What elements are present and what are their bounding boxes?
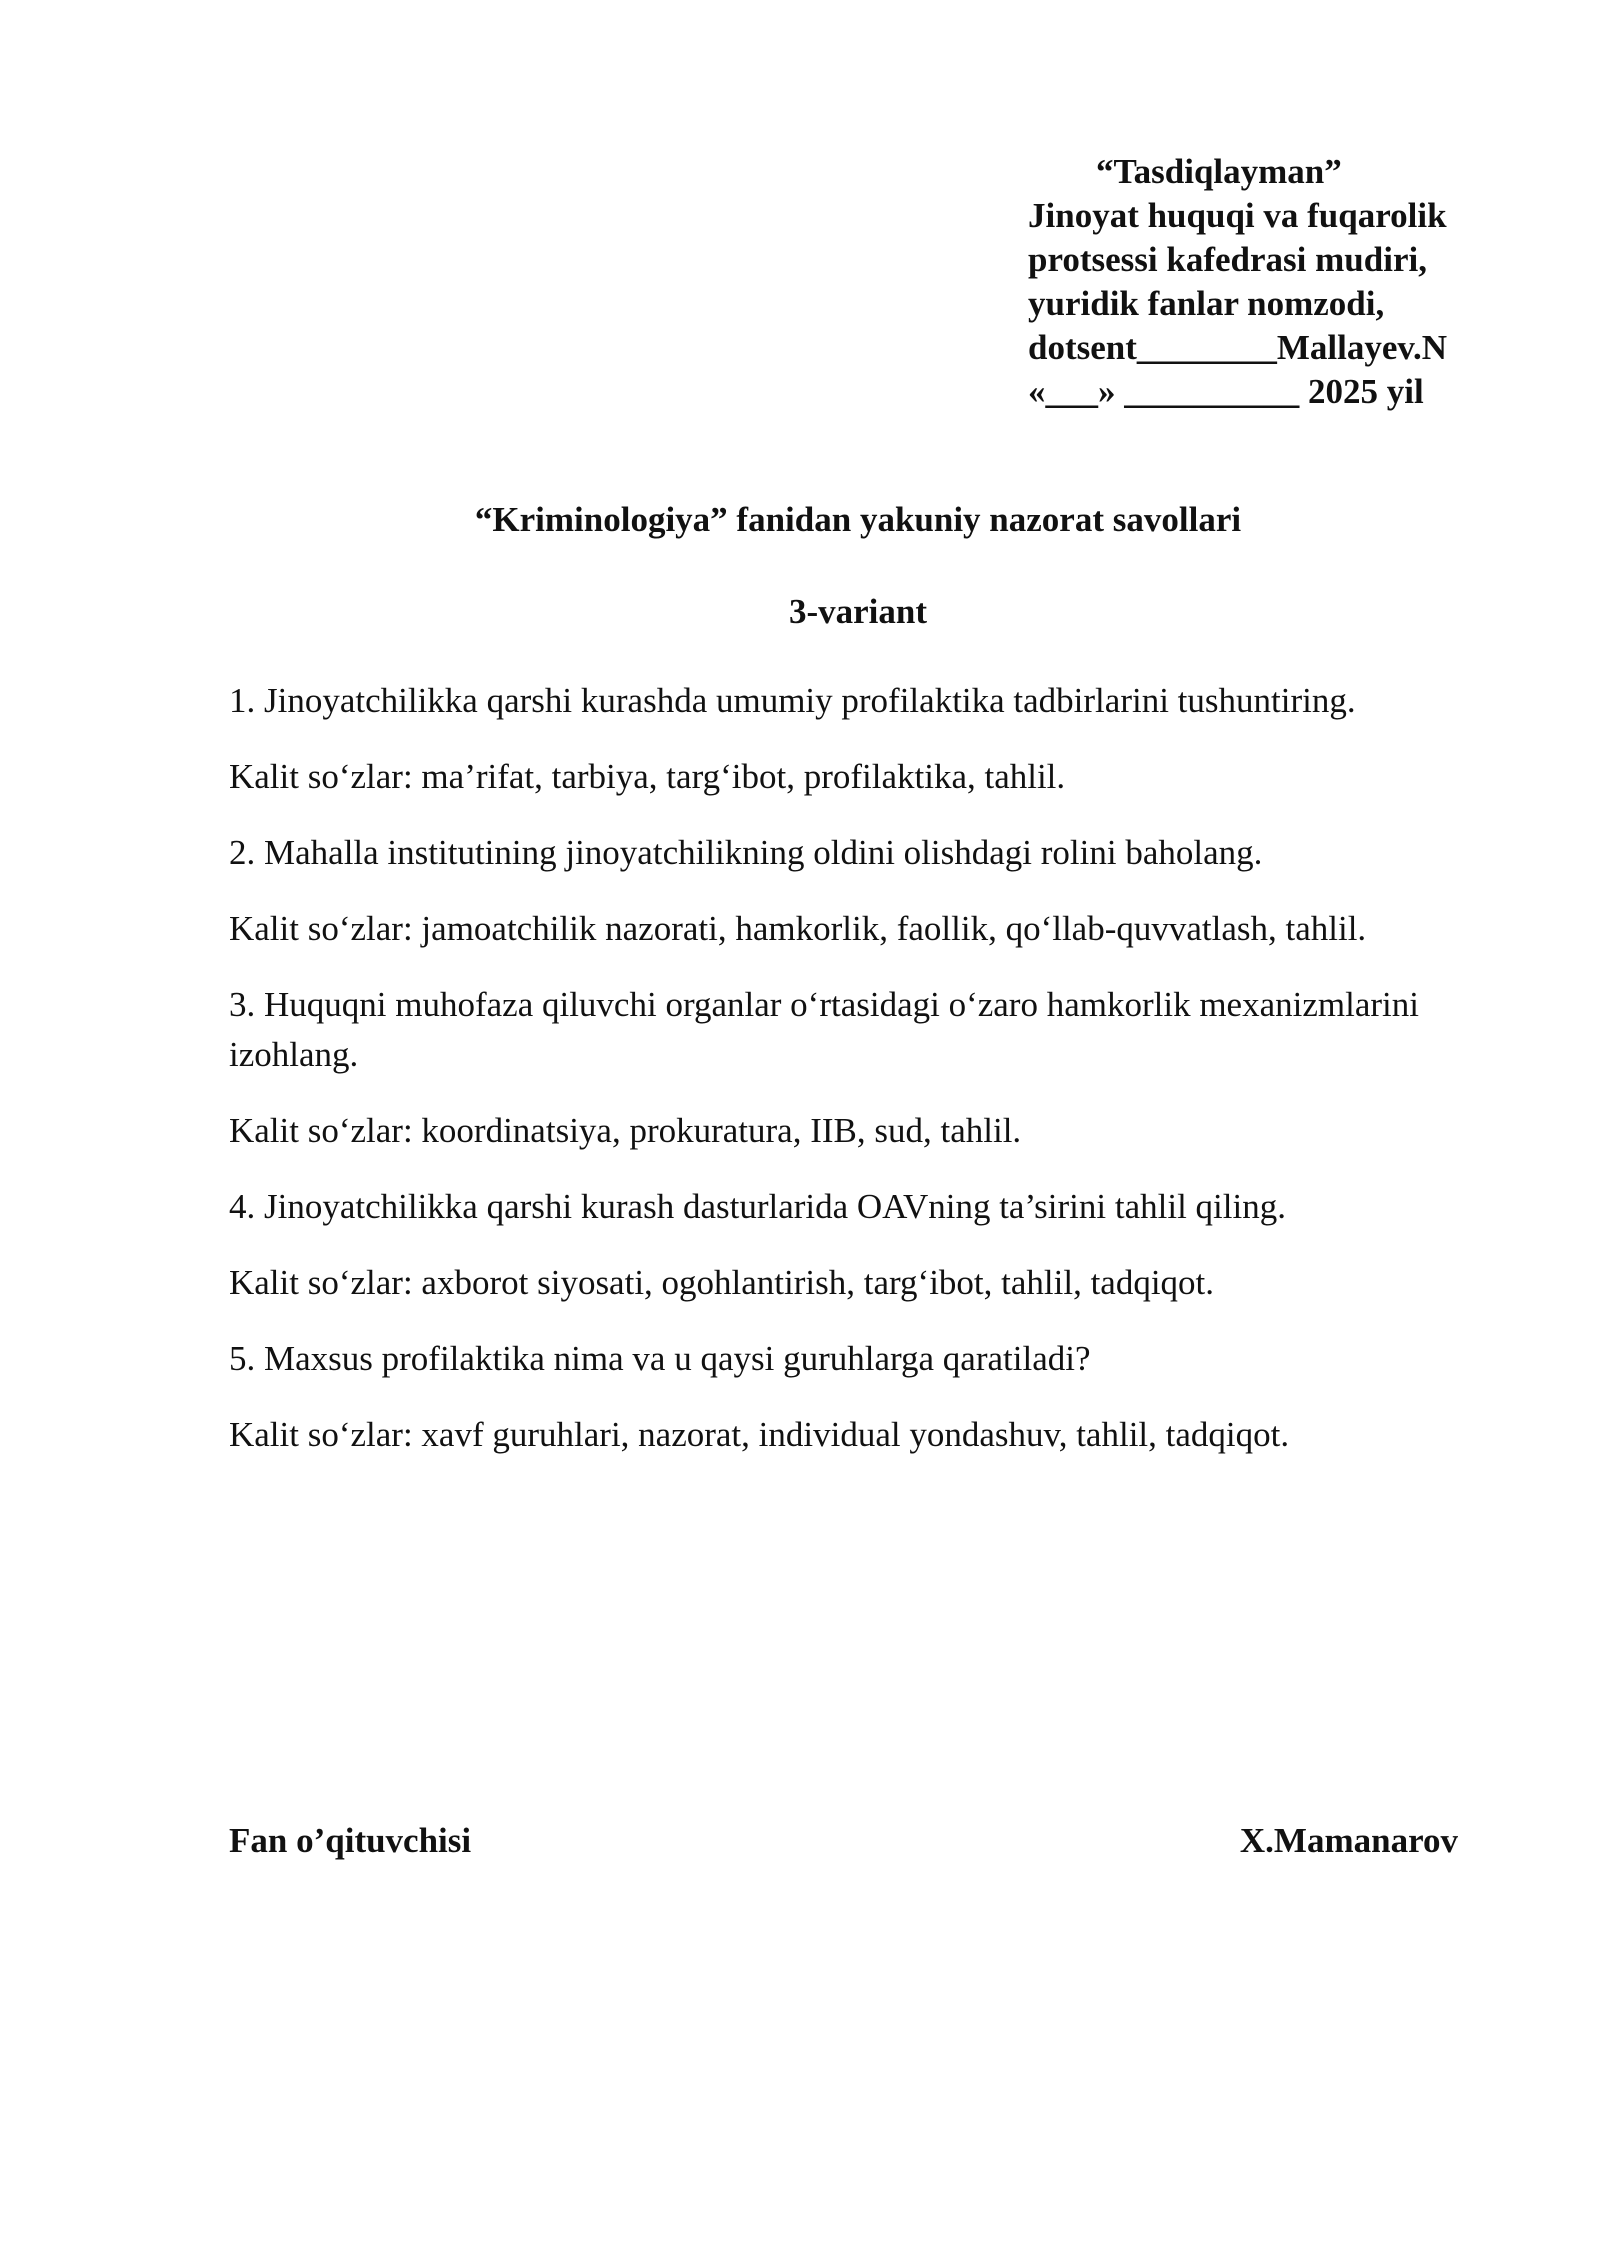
teacher-name: X.Mamanarov [1239, 1821, 1458, 1860]
variant-label: 3-variant [788, 592, 928, 631]
question-5: 5. Maxsus profilaktika nima va u qaysi guruhlarga qaratiladi? [229, 1339, 1091, 1378]
approval-title: “Tasdiqlayman” [1096, 152, 1342, 191]
document-title: “Kriminologiya” fanidan yakuniy nazorat savollari [474, 500, 1242, 539]
question-3-keywords: Kalit so‘zlar: koordinatsiya, prokuratura, IIB, sud, tahlil. [229, 1111, 1022, 1150]
question-1-keywords: Kalit so‘zlar: ma’rifat, tarbiya, targ‘ibot, profilaktika, tahlil. [229, 757, 1066, 796]
question-4-keywords: Kalit so‘zlar: axborot siyosati, ogohlantirish, targ‘ibot, tahlil, tadqiqot. [229, 1263, 1215, 1302]
teacher-role-label: Fan o’qituvchisi [229, 1821, 472, 1860]
question-4: 4. Jinoyatchilikka qarshi kurash dasturlarida OAVning ta’sirini tahlil qiling. [229, 1187, 1286, 1226]
question-3: 3. Huquqni muhofaza qiluvchi organlar o‘rtasidagi o‘zaro hamkorlik mexanizmlarini izohlang. [229, 985, 1419, 1074]
question-1: 1. Jinoyatchilikka qarshi kurashda umumiy profilaktika tadbirlarini tushuntiring. [229, 681, 1356, 720]
approval-department-line-2: protsessi kafedrasi mudiri, [1028, 240, 1427, 279]
approval-signature-line: dotsent________Mallayev.N [1028, 328, 1448, 367]
question-5-keywords: Kalit so‘zlar: xavf guruhlari, nazorat, individual yondashuv, tahlil, tadqiqot. [229, 1415, 1290, 1454]
approval-degree-line: yuridik fanlar nomzodi, [1028, 284, 1385, 323]
approval-department-line-1: Jinoyat huquqi va fuqarolik [1028, 196, 1447, 235]
question-2-keywords: Kalit so‘zlar: jamoatchilik nazorati, hamkorlik, faollik, qo‘llab-quvvatlash, tahlil. [229, 909, 1367, 948]
approval-date-line: «___» __________ 2025 yil [1028, 372, 1424, 411]
questions-list [229, 676, 1489, 1486]
approval-block [1028, 150, 1568, 414]
question-2: 2. Mahalla institutining jinoyatchilikning oldini olishdagi rolini baholang. [229, 833, 1263, 872]
